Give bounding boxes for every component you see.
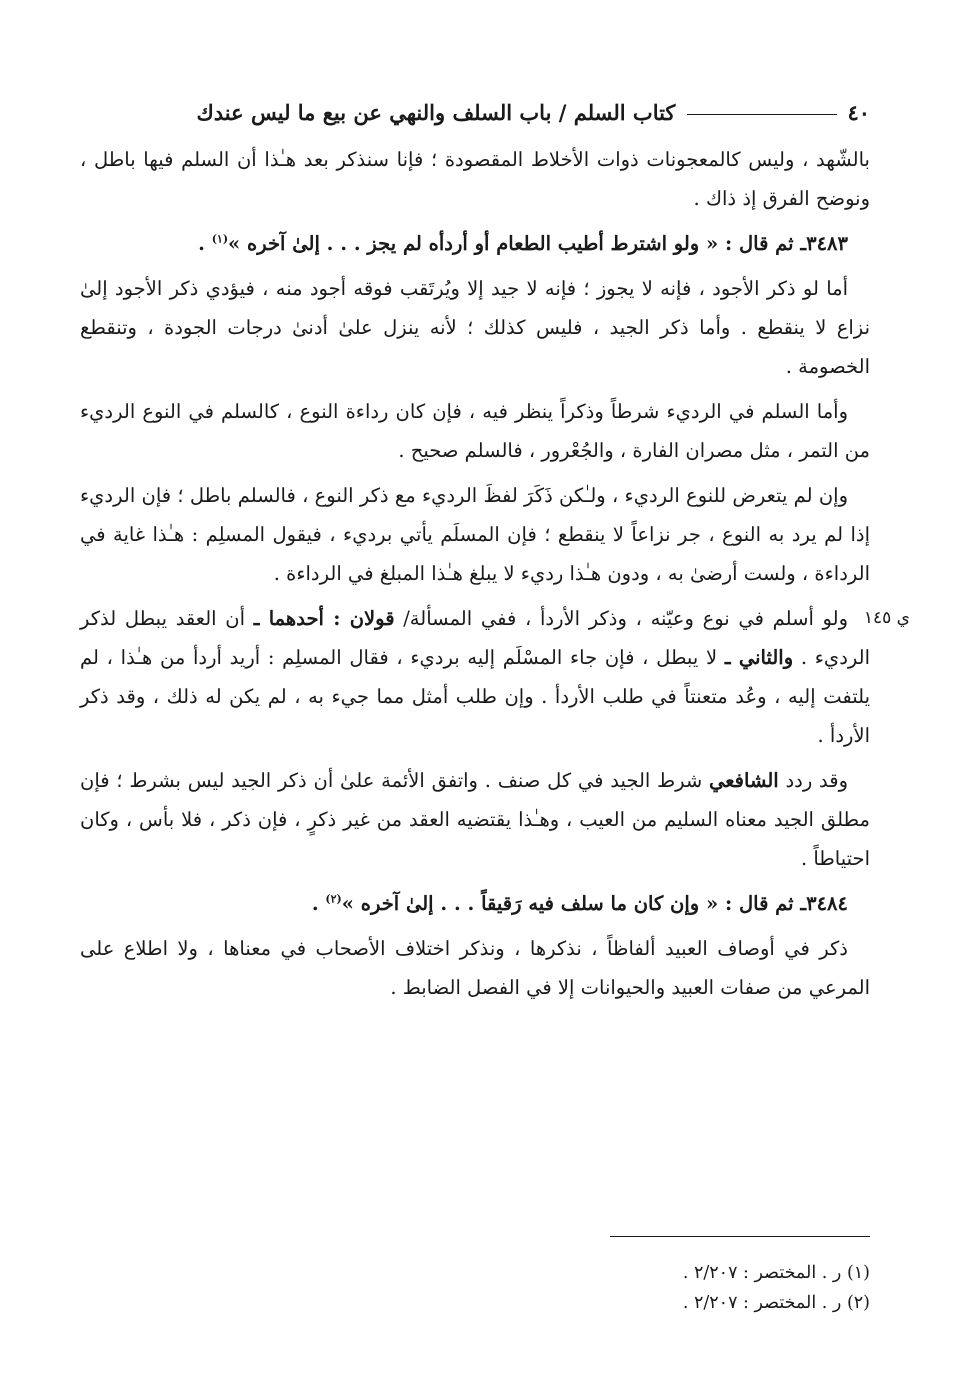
footnote-number: (١) <box>846 1263 870 1283</box>
p7-part-c: شرط الجيد في كل صنف . واتفق الأئمة علىٰ أن ذكر الجيد ليس بشرط ؛ فإن مطلق الجيد معناه السليم من العيب ، وهـٰذا يقتضيه العقد من غير ذكرٍ ، فإن ذكر ، فلا بأس ، وكان احتياطاً . <box>80 769 870 870</box>
p6-part-a: ولو أسلم في نوع وعيّنه ، وذكر الأردأ ، ففي المسألة/ <box>394 607 848 630</box>
p6-part-c: أن العقد يبطل لذكر الرديء . <box>80 607 870 669</box>
footnote-2 <box>80 1288 870 1318</box>
heading-tail: . <box>198 232 212 255</box>
footnote-ref-1[interactable]: (١) <box>211 232 229 246</box>
heading-text: ٣٤٨٣ـ ثم قال : « ولو اشترط أطيب الطعام أو أردأه لم يجز . . . إلىٰ آخره » <box>228 232 848 255</box>
page-number: ٤٠ <box>847 99 870 125</box>
p7-part-a: وقد ردد <box>778 769 849 792</box>
footnote-ref-2[interactable]: (٢) <box>325 892 342 906</box>
footnotes <box>80 1258 870 1318</box>
paragraph-1: بالشّهد ، وليس كالمعجونات ذوات الأخلاط المقصودة ؛ فإنا سنذكر بعد هـٰذا أن السلم فيها باطل ، ونوضح الفرق إذ ذاك . <box>80 148 870 210</box>
paragraph-3: أما لو ذكر الأجود ، فإنه لا يجوز ؛ فإنه لا جيد إلا ويُرتَقب فوقه أجود منه ، فيؤدي ذكر الأجود إلىٰ نزاع لا ينقطع . وأما ذكر الجيد ، فليس كذلك ؛ لأنه ينزل علىٰ أدنىٰ درجات الجودة ، وتنقطع الخصومة . <box>80 277 870 378</box>
p6-bold-second-opinion: والثاني ـ <box>724 646 794 669</box>
p6-part-e: لا يبطل ، فإن جاء المسْلَم إليه برديء ، فقال المسلِم : أريد أردأ من هـٰذا ، لم يلتفت إليه ، وعُد متعنتاً في طلب الأردأ . وإن طلب أمثل مما جيء به ، لم يكن له ذلك ، وقد ذكر الأردأ . <box>80 646 870 747</box>
footnote-number: (٢) <box>846 1293 870 1313</box>
margin-page-ref: ي ١٤٥ <box>863 608 910 628</box>
paragraph-4: وأما السلم في الرديء شرطاً وذكراً ينظر فيه ، فإن كان رداءة النوع ، كالسلم في النوع الرديء من التمر ، مثل مصران الفارة ، والجُعْرور ، فالسلم صحيح . <box>80 400 870 462</box>
p7-bold-shafii: الشافعي <box>709 769 779 792</box>
header-rule <box>687 114 837 115</box>
paragraph-5: وإن لم يتعرض للنوع الرديء ، ولـٰكن ذَكَرَ لفظَ الرديء مع ذكر النوع ، فالسلم باطل ؛ فإن الرديء إذا لم يرد به النوع ، جر نزاعاً لا ينقطع ؛ فإن المسلَم يأتي برديء ، فيقول المسلِم : هـٰذا غاية في الرداءة ، ولست أرضىٰ به ، ودون هـٰذا رديء لا يبلغ هـٰذا المبلغ في الرداءة . <box>80 484 870 585</box>
footnote-text: ر . المختصر : ٢/٢٠٧ . <box>682 1293 842 1313</box>
main-text <box>80 140 910 1013</box>
running-header <box>80 92 870 132</box>
section-heading-3484 <box>80 884 870 923</box>
p6-bold-first-opinion: قولان : أحدهما ـ <box>253 607 395 630</box>
heading-text: ٣٤٨٤ـ ثم قال : « وإن كان ما سلف فيه رَقيقاً . . . إلىٰ آخره » <box>341 892 848 915</box>
footnote-text: ر . المختصر : ٢/٢٠٧ . <box>682 1263 842 1283</box>
footnote-rule <box>610 1236 870 1237</box>
paragraph-6 <box>80 599 910 755</box>
section-heading-3483 <box>80 224 870 263</box>
paragraph-9: ذكر في أوصاف العبيد ألفاظاً ، نذكرها ، ونذكر اختلاف الأصحاب في معناها ، ولا اطلاع على المرعي من صفات العبيد والحيوانات إلا في الفصل الضابط . <box>80 937 870 999</box>
paragraph-7 <box>80 761 870 878</box>
footnote-1 <box>80 1258 870 1288</box>
header-title: كتاب السلم / باب السلف والنهي عن بيع ما ليس عندك <box>196 99 676 125</box>
heading-tail: . <box>311 892 326 915</box>
